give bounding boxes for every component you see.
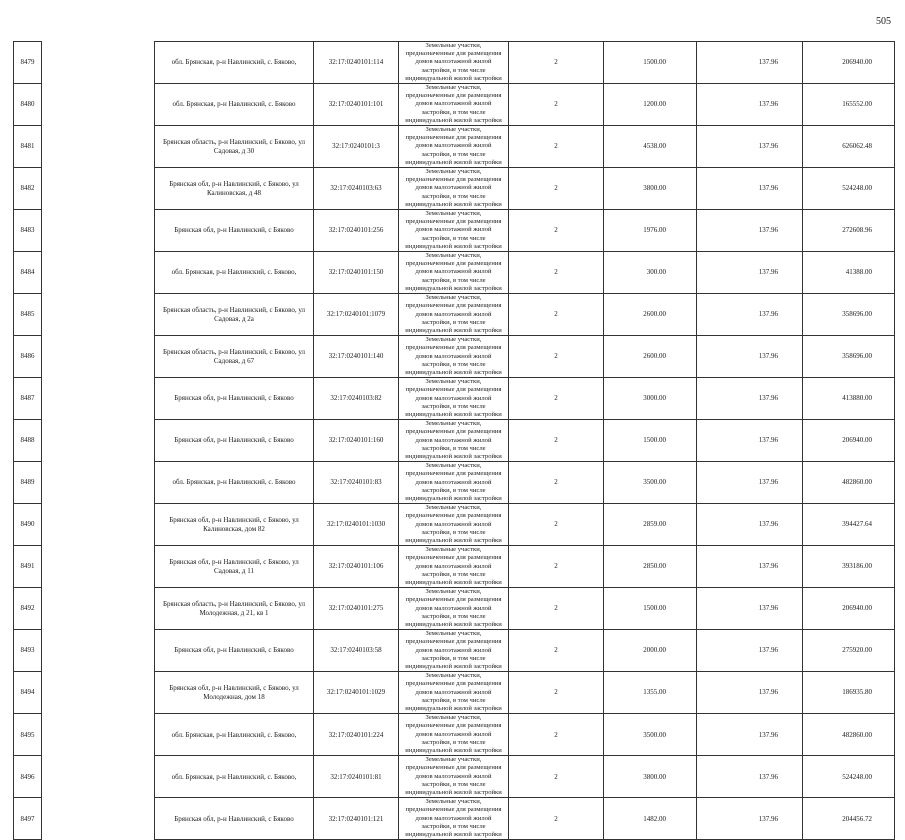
land-use-cell: Земельные участки, предназначенные для размещения домов малоэтажной жилой застройки, в том числе индивидуальной жилой застройки (399, 420, 509, 462)
category-cell: 2 (509, 630, 604, 672)
page-number: 505 (876, 16, 891, 27)
category-cell: 2 (509, 126, 604, 168)
area-cell: 2850.00 (604, 546, 697, 588)
row-id-cell: 8487 (14, 378, 42, 420)
address-cell: Брянская обл, р-н Навлинский, с Бяково, ул Молодежная, дом 18 (155, 672, 314, 714)
address-cell: Брянская область, р-н Навлинский, с Бяково, ул Садовая, д 67 (155, 336, 314, 378)
address-cell: Брянская обл, р-н Навлинский, с Бяково, ул Садовая, д 11 (155, 546, 314, 588)
row-id-cell: 8482 (14, 168, 42, 210)
category-cell: 2 (509, 168, 604, 210)
specific-value-cell: 137.96 (697, 672, 803, 714)
specific-value-cell: 137.96 (697, 714, 803, 756)
cadastral-value-cell: 358696.00 (803, 336, 895, 378)
specific-value-cell: 137.96 (697, 378, 803, 420)
table-row (14, 252, 895, 294)
land-use-cell: Земельные участки, предназначенные для размещения домов малоэтажной жилой застройки, в том числе индивидуальной жилой застройки (399, 714, 509, 756)
area-cell: 2600.00 (604, 336, 697, 378)
row-id-cell: 8489 (14, 462, 42, 504)
address-cell: Брянская обл, р-н Навлинский, с Бяково (155, 378, 314, 420)
category-cell: 2 (509, 294, 604, 336)
specific-value-cell: 137.96 (697, 210, 803, 252)
address-cell: Брянская обл, р-н Навлинский, с Бяково (155, 210, 314, 252)
specific-value-cell: 137.96 (697, 252, 803, 294)
land-use-cell: Земельные участки, предназначенные для размещения домов малоэтажной жилой застройки, в том числе индивидуальной жилой застройки (399, 210, 509, 252)
area-cell: 1500.00 (604, 42, 697, 84)
table-row (14, 462, 895, 504)
cadastral-number-cell: 32:17:0240101:1079 (314, 294, 399, 336)
specific-value-cell: 137.96 (697, 504, 803, 546)
table-row (14, 210, 895, 252)
address-cell: Брянская область, р-н Навлинский, с Бяково, ул Садовая, д 30 (155, 126, 314, 168)
cadastral-number-cell: 32:17:0240101:81 (314, 756, 399, 798)
specific-value-cell: 137.96 (697, 294, 803, 336)
category-cell: 2 (509, 714, 604, 756)
specific-value-cell: 137.96 (697, 462, 803, 504)
area-cell: 3800.00 (604, 168, 697, 210)
address-cell: обл. Брянская, р-н Навлинский, с. Бяково, (155, 714, 314, 756)
empty-cell (42, 126, 155, 168)
specific-value-cell: 137.96 (697, 168, 803, 210)
address-cell: обл. Брянская, р-н Навлинский, с. Бяково, (155, 756, 314, 798)
area-cell: 3800.00 (604, 756, 697, 798)
address-cell: Брянская обл, р-н Навлинский, с Бяково, ул Калиновская, дом 82 (155, 504, 314, 546)
cadastral-number-cell: 32:17:0240101:101 (314, 84, 399, 126)
specific-value-cell: 137.96 (697, 546, 803, 588)
empty-cell (42, 84, 155, 126)
empty-cell (42, 672, 155, 714)
empty-cell (42, 336, 155, 378)
specific-value-cell: 137.96 (697, 42, 803, 84)
land-use-cell: Земельные участки, предназначенные для размещения домов малоэтажной жилой застройки, в том числе индивидуальной жилой застройки (399, 336, 509, 378)
table-row (14, 126, 895, 168)
table-row (14, 168, 895, 210)
area-cell: 1500.00 (604, 420, 697, 462)
cadastral-value-cell: 393186.00 (803, 546, 895, 588)
row-id-cell: 8491 (14, 546, 42, 588)
empty-cell (42, 42, 155, 84)
empty-cell (42, 252, 155, 294)
area-cell: 1500.00 (604, 588, 697, 630)
empty-cell (42, 168, 155, 210)
area-cell: 2000.00 (604, 630, 697, 672)
land-use-cell: Земельные участки, предназначенные для размещения домов малоэтажной жилой застройки, в том числе индивидуальной жилой застройки (399, 546, 509, 588)
cadastral-number-cell: 32:17:0240101:3 (314, 126, 399, 168)
table-row (14, 756, 895, 798)
row-id-cell: 8485 (14, 294, 42, 336)
row-id-cell: 8493 (14, 630, 42, 672)
category-cell: 2 (509, 798, 604, 840)
land-use-cell: Земельные участки, предназначенные для размещения домов малоэтажной жилой застройки, в том числе индивидуальной жилой застройки (399, 294, 509, 336)
row-id-cell: 8494 (14, 672, 42, 714)
table-row (14, 714, 895, 756)
cadastral-value-cell: 206940.00 (803, 420, 895, 462)
land-use-cell: Земельные участки, предназначенные для размещения домов малоэтажной жилой застройки, в том числе индивидуальной жилой застройки (399, 462, 509, 504)
category-cell: 2 (509, 546, 604, 588)
specific-value-cell: 137.96 (697, 630, 803, 672)
cadastral-value-cell: 626062.48 (803, 126, 895, 168)
specific-value-cell: 137.96 (697, 336, 803, 378)
row-id-cell: 8483 (14, 210, 42, 252)
row-id-cell: 8480 (14, 84, 42, 126)
cadastral-value-cell: 41388.00 (803, 252, 895, 294)
table-row (14, 294, 895, 336)
cadastral-number-cell: 32:17:0240101:83 (314, 462, 399, 504)
address-cell: Брянская область, р-н Навлинский, с Бяково, ул Садовая, д 2а (155, 294, 314, 336)
cadastral-number-cell: 32:17:0240101:114 (314, 42, 399, 84)
cadastral-number-cell: 32:17:0240101:256 (314, 210, 399, 252)
address-cell: Брянская область, р-н Навлинский, с Бяково, ул Молодежная, д 21, кв 1 (155, 588, 314, 630)
table-row (14, 798, 895, 840)
table-row (14, 378, 895, 420)
address-cell: обл. Брянская, р-н Навлинский, с. Бяково (155, 84, 314, 126)
land-use-cell: Земельные участки, предназначенные для размещения домов малоэтажной жилой застройки, в том числе индивидуальной жилой застройки (399, 756, 509, 798)
empty-cell (42, 546, 155, 588)
cadastral-number-cell: 32:17:0240101:1029 (314, 672, 399, 714)
cadastral-value-cell: 524248.00 (803, 168, 895, 210)
empty-cell (42, 756, 155, 798)
area-cell: 1200.00 (604, 84, 697, 126)
land-register-table (13, 41, 895, 840)
empty-cell (42, 294, 155, 336)
category-cell: 2 (509, 756, 604, 798)
specific-value-cell: 137.96 (697, 798, 803, 840)
cadastral-number-cell: 32:17:0240101:140 (314, 336, 399, 378)
land-use-cell: Земельные участки, предназначенные для размещения домов малоэтажной жилой застройки, в том числе индивидуальной жилой застройки (399, 168, 509, 210)
empty-cell (42, 714, 155, 756)
table-row (14, 546, 895, 588)
empty-cell (42, 420, 155, 462)
table-row (14, 84, 895, 126)
address-cell: Брянская обл, р-н Навлинский, с Бяково (155, 420, 314, 462)
category-cell: 2 (509, 672, 604, 714)
cadastral-number-cell: 32:17:0240103:82 (314, 378, 399, 420)
area-cell: 2600.00 (604, 294, 697, 336)
cadastral-value-cell: 275920.00 (803, 630, 895, 672)
table-row (14, 672, 895, 714)
land-use-cell: Земельные участки, предназначенные для размещения домов малоэтажной жилой застройки, в том числе индивидуальной жилой застройки (399, 252, 509, 294)
row-id-cell: 8490 (14, 504, 42, 546)
specific-value-cell: 137.96 (697, 756, 803, 798)
empty-cell (42, 462, 155, 504)
table-body (14, 42, 895, 840)
empty-cell (42, 798, 155, 840)
row-id-cell: 8497 (14, 798, 42, 840)
category-cell: 2 (509, 252, 604, 294)
land-use-cell: Земельные участки, предназначенные для размещения домов малоэтажной жилой застройки, в том числе индивидуальной жилой застройки (399, 588, 509, 630)
address-cell: Брянская обл, р-н Навлинский, с Бяково (155, 630, 314, 672)
cadastral-number-cell: 32:17:0240101:121 (314, 798, 399, 840)
area-cell: 3000.00 (604, 378, 697, 420)
row-id-cell: 8495 (14, 714, 42, 756)
area-cell: 1976.00 (604, 210, 697, 252)
table-row (14, 630, 895, 672)
cadastral-number-cell: 32:17:0240103:58 (314, 630, 399, 672)
cadastral-value-cell: 206940.00 (803, 42, 895, 84)
area-cell: 1482.00 (604, 798, 697, 840)
empty-cell (42, 378, 155, 420)
address-cell: Брянская обл, р-н Навлинский, с Бяково, ул Калиновская, д 48 (155, 168, 314, 210)
table-row (14, 588, 895, 630)
cadastral-value-cell: 186935.80 (803, 672, 895, 714)
row-id-cell: 8479 (14, 42, 42, 84)
cadastral-value-cell: 524248.00 (803, 756, 895, 798)
land-use-cell: Земельные участки, предназначенные для размещения домов малоэтажной жилой застройки, в том числе индивидуальной жилой застройки (399, 798, 509, 840)
row-id-cell: 8481 (14, 126, 42, 168)
address-cell: обл. Брянская, р-н Навлинский, с. Бяково (155, 462, 314, 504)
area-cell: 3500.00 (604, 462, 697, 504)
address-cell: обл. Брянская, р-н Навлинский, с. Бяково, (155, 252, 314, 294)
row-id-cell: 8492 (14, 588, 42, 630)
cadastral-value-cell: 482860.00 (803, 462, 895, 504)
empty-cell (42, 504, 155, 546)
address-cell: Брянская обл, р-н Навлинский, с Бяково (155, 798, 314, 840)
table-row (14, 42, 895, 84)
cadastral-number-cell: 32:17:0240103:63 (314, 168, 399, 210)
cadastral-value-cell: 482860.00 (803, 714, 895, 756)
row-id-cell: 8488 (14, 420, 42, 462)
cadastral-value-cell: 272608.96 (803, 210, 895, 252)
area-cell: 2859.00 (604, 504, 697, 546)
cadastral-number-cell: 32:17:0240101:160 (314, 420, 399, 462)
cadastral-number-cell: 32:17:0240101:1030 (314, 504, 399, 546)
cadastral-number-cell: 32:17:0240101:224 (314, 714, 399, 756)
area-cell: 1355.00 (604, 672, 697, 714)
row-id-cell: 8486 (14, 336, 42, 378)
category-cell: 2 (509, 420, 604, 462)
cadastral-value-cell: 394427.64 (803, 504, 895, 546)
land-use-cell: Земельные участки, предназначенные для размещения домов малоэтажной жилой застройки, в том числе индивидуальной жилой застройки (399, 630, 509, 672)
land-use-cell: Земельные участки, предназначенные для размещения домов малоэтажной жилой застройки, в том числе индивидуальной жилой застройки (399, 84, 509, 126)
category-cell: 2 (509, 462, 604, 504)
table-row (14, 504, 895, 546)
cadastral-value-cell: 358696.00 (803, 294, 895, 336)
specific-value-cell: 137.96 (697, 588, 803, 630)
category-cell: 2 (509, 336, 604, 378)
cadastral-value-cell: 204456.72 (803, 798, 895, 840)
land-use-cell: Земельные участки, предназначенные для размещения домов малоэтажной жилой застройки, в том числе индивидуальной жилой застройки (399, 42, 509, 84)
category-cell: 2 (509, 504, 604, 546)
specific-value-cell: 137.96 (697, 126, 803, 168)
category-cell: 2 (509, 84, 604, 126)
empty-cell (42, 630, 155, 672)
area-cell: 300.00 (604, 252, 697, 294)
cadastral-value-cell: 206940.00 (803, 588, 895, 630)
category-cell: 2 (509, 378, 604, 420)
row-id-cell: 8496 (14, 756, 42, 798)
land-use-cell: Земельные участки, предназначенные для размещения домов малоэтажной жилой застройки, в том числе индивидуальной жилой застройки (399, 672, 509, 714)
cadastral-value-cell: 413880.00 (803, 378, 895, 420)
area-cell: 3500.00 (604, 714, 697, 756)
address-cell: обл. Брянская, р-н Навлинский, с. Бяково, (155, 42, 314, 84)
land-use-cell: Земельные участки, предназначенные для размещения домов малоэтажной жилой застройки, в том числе индивидуальной жилой застройки (399, 126, 509, 168)
land-use-cell: Земельные участки, предназначенные для размещения домов малоэтажной жилой застройки, в том числе индивидуальной жилой застройки (399, 504, 509, 546)
cadastral-value-cell: 165552.00 (803, 84, 895, 126)
category-cell: 2 (509, 588, 604, 630)
category-cell: 2 (509, 210, 604, 252)
area-cell: 4538.00 (604, 126, 697, 168)
category-cell: 2 (509, 42, 604, 84)
empty-cell (42, 210, 155, 252)
cadastral-number-cell: 32:17:0240101:106 (314, 546, 399, 588)
table-row (14, 336, 895, 378)
specific-value-cell: 137.96 (697, 420, 803, 462)
row-id-cell: 8484 (14, 252, 42, 294)
cadastral-number-cell: 32:17:0240101:150 (314, 252, 399, 294)
empty-cell (42, 588, 155, 630)
table-row (14, 420, 895, 462)
land-use-cell: Земельные участки, предназначенные для размещения домов малоэтажной жилой застройки, в том числе индивидуальной жилой застройки (399, 378, 509, 420)
specific-value-cell: 137.96 (697, 84, 803, 126)
cadastral-number-cell: 32:17:0240101:275 (314, 588, 399, 630)
